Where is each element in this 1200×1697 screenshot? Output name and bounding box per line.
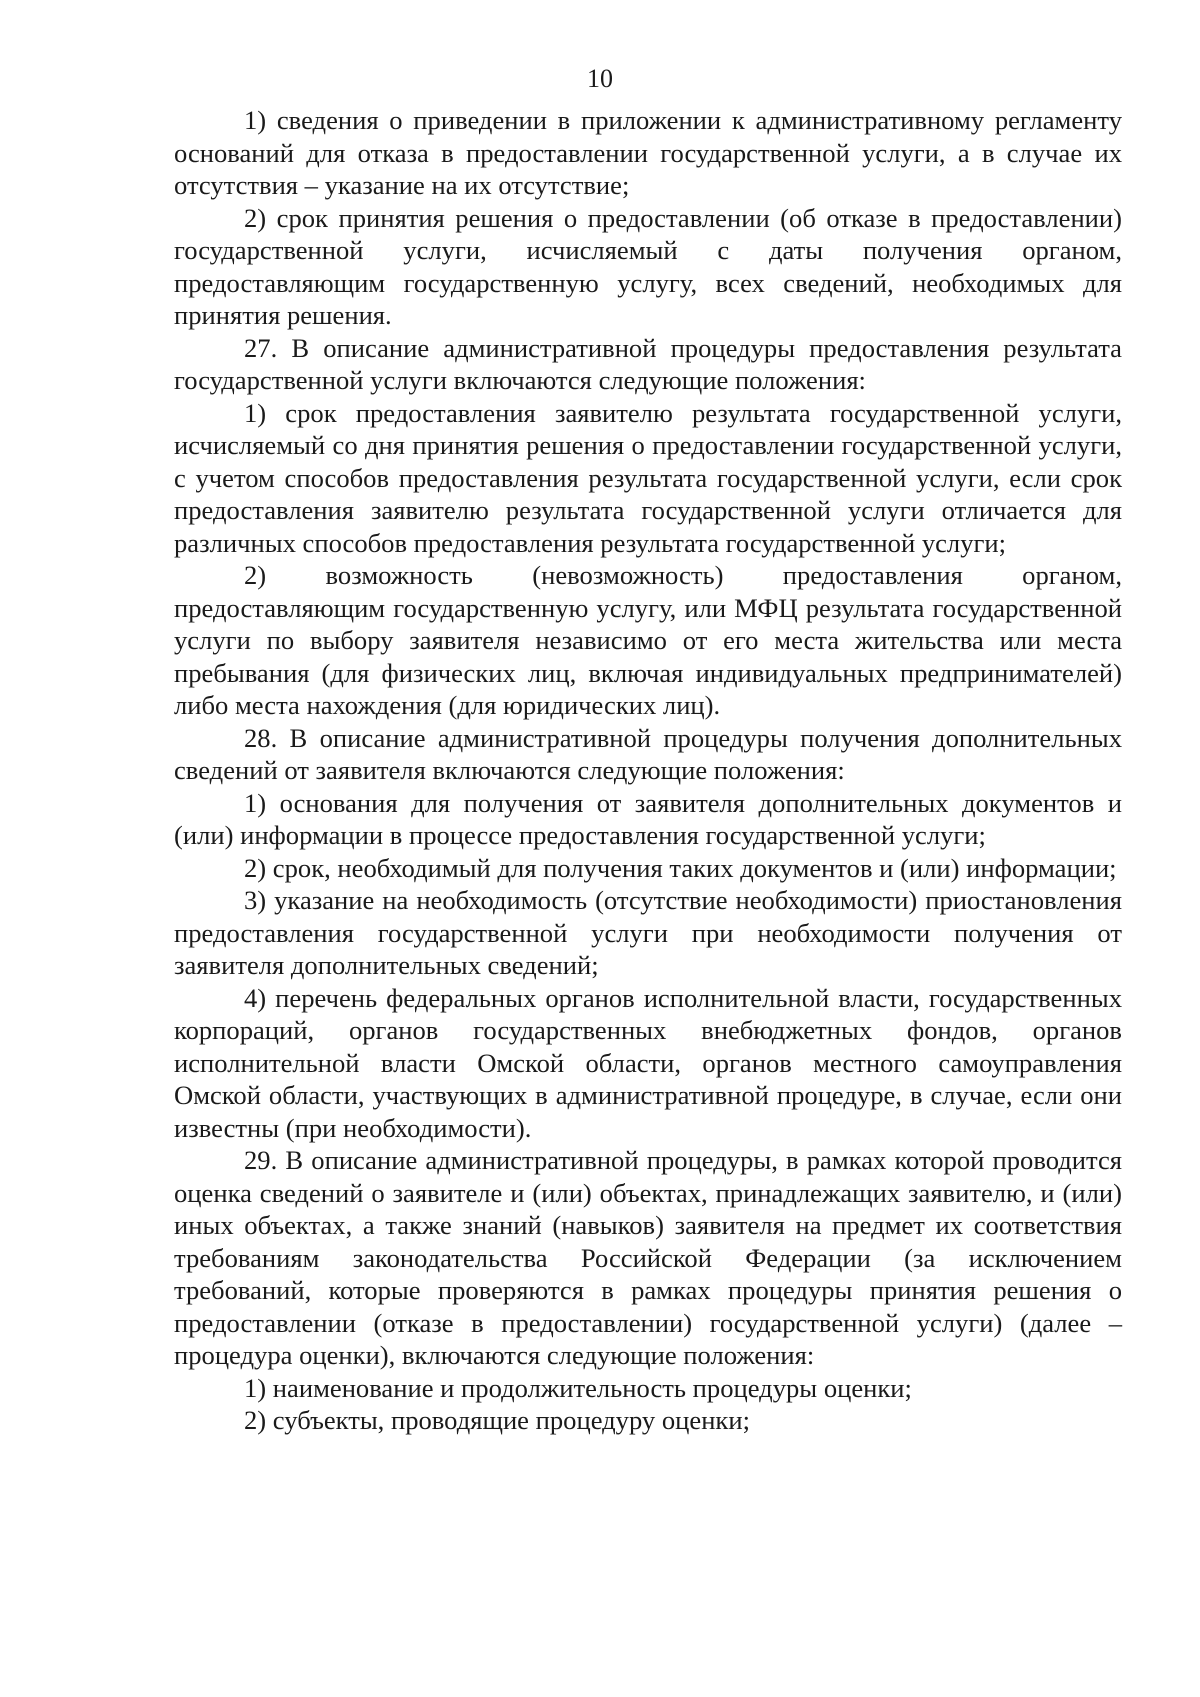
document-body [174, 104, 1122, 1437]
paragraph-28-item-2: 2) срок, необходимый для получения таких документов и (или) информации; [244, 852, 1117, 883]
paragraph-28-item-1: 1) основания для получения от заявителя дополнительных документов и (или) информации в процессе предоставления государственной услуги; [174, 787, 1122, 850]
paragraph-item-1: 1) сведения о приведении в приложении к административному регламенту оснований для отказа в предоставлении государственной услуги, а в случае их отсутствия – указание на их отсутствие; [174, 105, 1122, 200]
paragraph-item-2: 2) срок принятия решения о предоставлении (об отказе в предоставлении) государственной услуги, исчисляемый с даты получения органом, предоставляющим государственную услугу, всех сведений, необходимых для принятия решения. [174, 202, 1122, 330]
paragraph-29-item-1: 1) наименование и продолжительность процедуры оценки; [244, 1372, 912, 1403]
paragraph-27-item-1: 1) срок предоставления заявителю результата государственной услуги, исчисляемый со дня принятия решения о предоставлении государственной услуги, с учетом способов предоставления результата государственной услуги, если срок предоставления заявителю результата государственной услуги отличается для различных способов предоставления результата государственной услуги; [174, 397, 1122, 558]
paragraph-27-item-2: 2) возможность (невозможность) предоставления органом, предоставляющим государственную услугу, или МФЦ результата государственной услуги по выбору заявителя независимо от его места жительства или места пребывания (для физических лиц, включая индивидуальных предпринимателей) либо места нахождения (для юридических лиц). [174, 560, 1122, 720]
page-number: 10 [587, 64, 613, 93]
paragraph-28-item-4: 4) перечень федеральных органов исполнительной власти, государственных корпораций, органов государственных внебюджетных фондов, органов исполнительной власти Омской области, органов местного самоуправления Омской области, участвующих в административной процедуре, в случае, если они известны (при необходимости). [174, 982, 1122, 1143]
paragraph-section-28: 28. В описание административной процедуры получения дополнительных сведений от заявителя включаются следующие положения: [174, 722, 1122, 785]
paragraph-section-27: 27. В описание административной процедуры предоставления результата государственной услуги включаются следующие положения: [174, 332, 1122, 395]
paragraph-section-29: 29. В описание административной процедуры, в рамках которой проводится оценка сведений о заявителе и (или) объектах, принадлежащих заявителю, и (или) иных объектах, а также знаний (навыков) заявителя на предмет их соответствия требованиям законодательства Российской Федерации (за исключением требований, которые проверяются в рамках процедуры принятия решения о предоставлении (отказе в предоставлении) государственной услуги) (далее – процедура оценки), включаются следующие положения: [174, 1145, 1122, 1370]
paragraph-29-item-2: 2) субъекты, проводящие процедуру оценки; [244, 1405, 750, 1435]
paragraph-28-item-3: 3) указание на необходимость (отсутствие необходимости) приостановления предоставления государственной услуги при необходимости получения от заявителя дополнительных сведений; [174, 885, 1122, 980]
